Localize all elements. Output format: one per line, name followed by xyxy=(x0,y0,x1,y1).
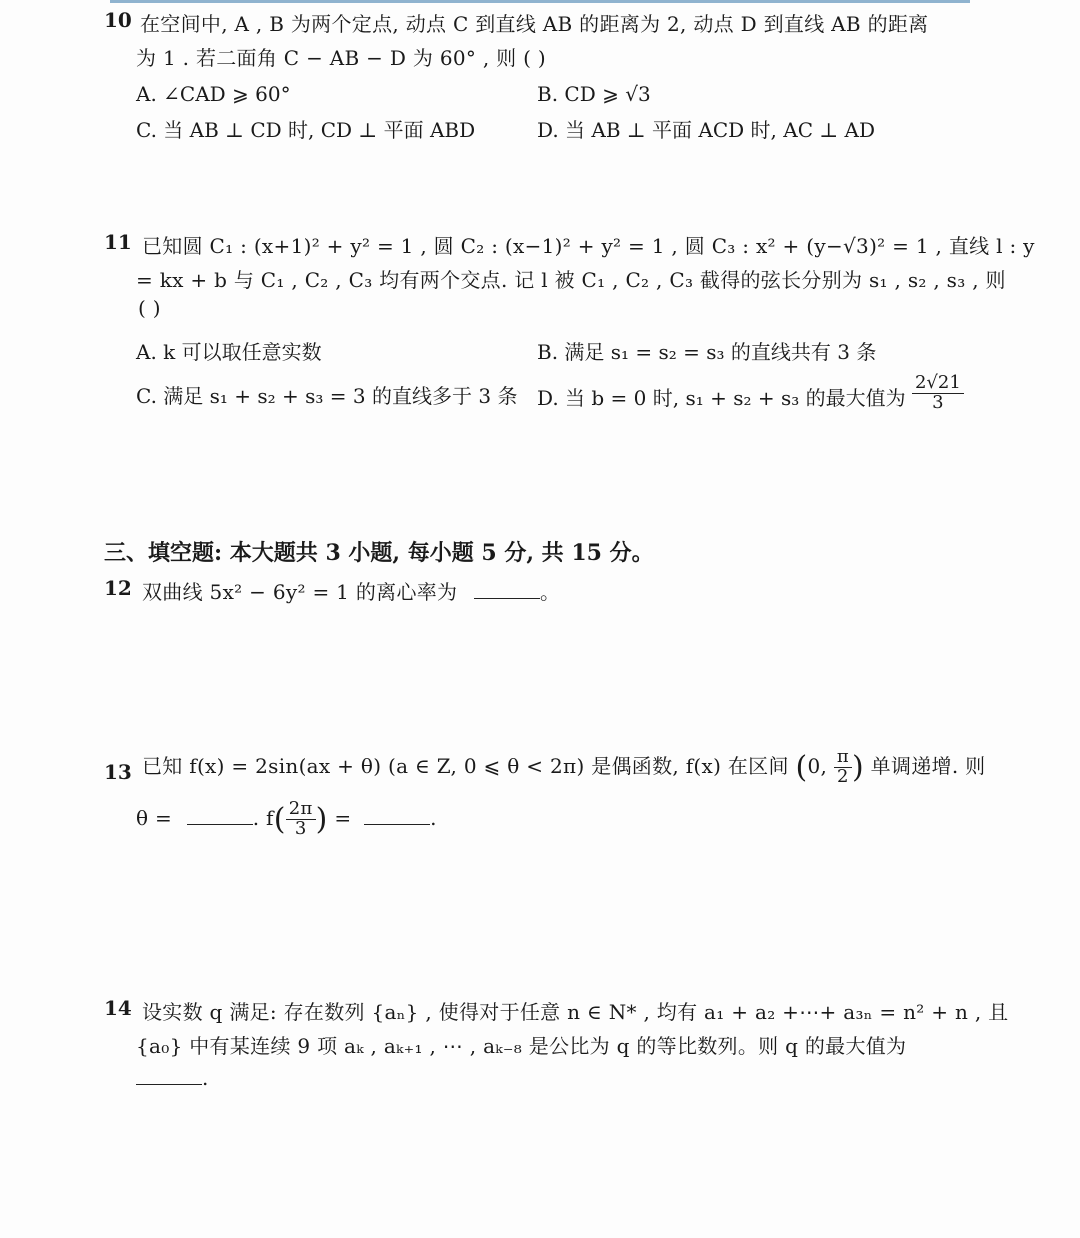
fraction-numerator: 2√21 xyxy=(912,374,964,394)
answer-blank xyxy=(136,1066,202,1085)
end-punctuation: 。 xyxy=(540,580,561,604)
option-d xyxy=(537,372,964,419)
question-text: 双曲线 5x² − 6y² = 1 的离心率为 xyxy=(142,580,458,604)
question-text-line2: = kx + b 与 C₁ , C₂ , C₃ 均有两个交点. 记 l 被 C₁ , C₂ , C₃ 截得的弦长分别为 s₁ , s₂ , s₃ , 则 xyxy=(136,268,1006,292)
question-text-line2: {a₀} 中有某连续 9 项 aₖ , aₖ₊₁ , ⋯ , aₖ₋₈ 是公比为 q 的等比数列。则 q 的最大值为 xyxy=(136,1034,907,1058)
interval-close-paren: ) xyxy=(851,749,864,785)
top-rule xyxy=(110,0,970,3)
question-14-line3 xyxy=(136,1066,209,1090)
theta-label: θ = xyxy=(136,805,173,830)
option-a: A. ∠CAD ⩾ 60° xyxy=(136,82,291,106)
question-text-line1: 在空间中, A , B 为两个定点, 动点 C 到直线 AB 的距离为 2, 动点 D 到直线 AB 的距离 xyxy=(140,12,929,36)
answer-blank-f xyxy=(364,806,430,825)
fraction-numerator: 2π xyxy=(286,800,316,820)
option-a: A. k 可以取任意实数 xyxy=(136,340,322,364)
option-b: B. CD ⩾ √3 xyxy=(537,82,651,106)
question-number: 11 xyxy=(104,230,132,254)
question-12-line xyxy=(142,576,560,605)
question-number: 10 xyxy=(104,8,132,32)
answer-blank-theta xyxy=(187,806,253,825)
answer-parentheses: ( ) xyxy=(138,296,161,320)
fraction-denominator: 2 xyxy=(837,765,849,787)
section-heading: 三、填空题: 本大题共 3 小题, 每小题 5 分, 共 15 分。 xyxy=(104,540,654,566)
end-punctuation: . xyxy=(430,805,437,830)
separator: . f xyxy=(252,805,274,830)
f-close-paren: ) xyxy=(315,801,328,837)
question-number: 12 xyxy=(104,576,132,600)
fraction-numerator: π xyxy=(834,748,852,768)
interval-left: 0, xyxy=(807,753,828,778)
option-d: D. 当 AB ⊥ 平面 ACD 时, AC ⊥ AD xyxy=(537,118,876,142)
option-c: C. 满足 s₁ + s₂ + s₃ = 3 的直线多于 3 条 xyxy=(136,384,518,408)
f-argument-fraction xyxy=(286,800,316,839)
question-13-line2 xyxy=(136,800,437,839)
option-d-text: D. 当 b = 0 时, s₁ + s₂ + s₃ 的最大值为 xyxy=(537,385,906,410)
question-text-part1: 已知 f(x) = 2sin(ax + θ) (a ∈ Z, 0 ⩽ θ < 2π) 是偶函数, f(x) 在区间 xyxy=(142,753,789,778)
option-b: B. 满足 s₁ = s₂ = s₃ 的直线共有 3 条 xyxy=(537,340,877,364)
option-d-fraction xyxy=(912,374,964,413)
interval-fraction xyxy=(834,748,852,787)
end-punctuation: . xyxy=(202,1066,209,1090)
question-text-line1: 设实数 q 满足: 存在数列 {aₙ} , 使得对于任意 n ∈ N* , 均有 a₁ + a₂ +⋯+ a₃ₙ = n² + n , 且 xyxy=(142,1000,1009,1024)
fraction-denominator: 3 xyxy=(294,817,307,839)
fraction-denominator: 3 xyxy=(932,391,944,413)
f-open-paren: ( xyxy=(273,801,286,837)
answer-blank xyxy=(474,580,540,599)
question-text-line2: 为 1 . 若二面角 C − AB − D 为 60° , 则 ( ) xyxy=(136,46,546,70)
interval-open-paren: ( xyxy=(795,749,808,785)
question-number: 14 xyxy=(104,996,132,1020)
equals-sign: = xyxy=(334,805,352,830)
option-c: C. 当 AB ⊥ CD 时, CD ⊥ 平面 ABD xyxy=(136,118,476,142)
question-text-part2: 单调递增. 则 xyxy=(870,753,986,778)
question-number: 13 xyxy=(104,760,132,784)
question-13-line1 xyxy=(142,748,985,787)
question-text-line1: 已知圆 C₁ : (x+1)² + y² = 1 , 圆 C₂ : (x−1)² + y² = 1 , 圆 C₃ : x² + (y−√3)² = 1 , 直线 l : y xyxy=(142,234,1035,258)
